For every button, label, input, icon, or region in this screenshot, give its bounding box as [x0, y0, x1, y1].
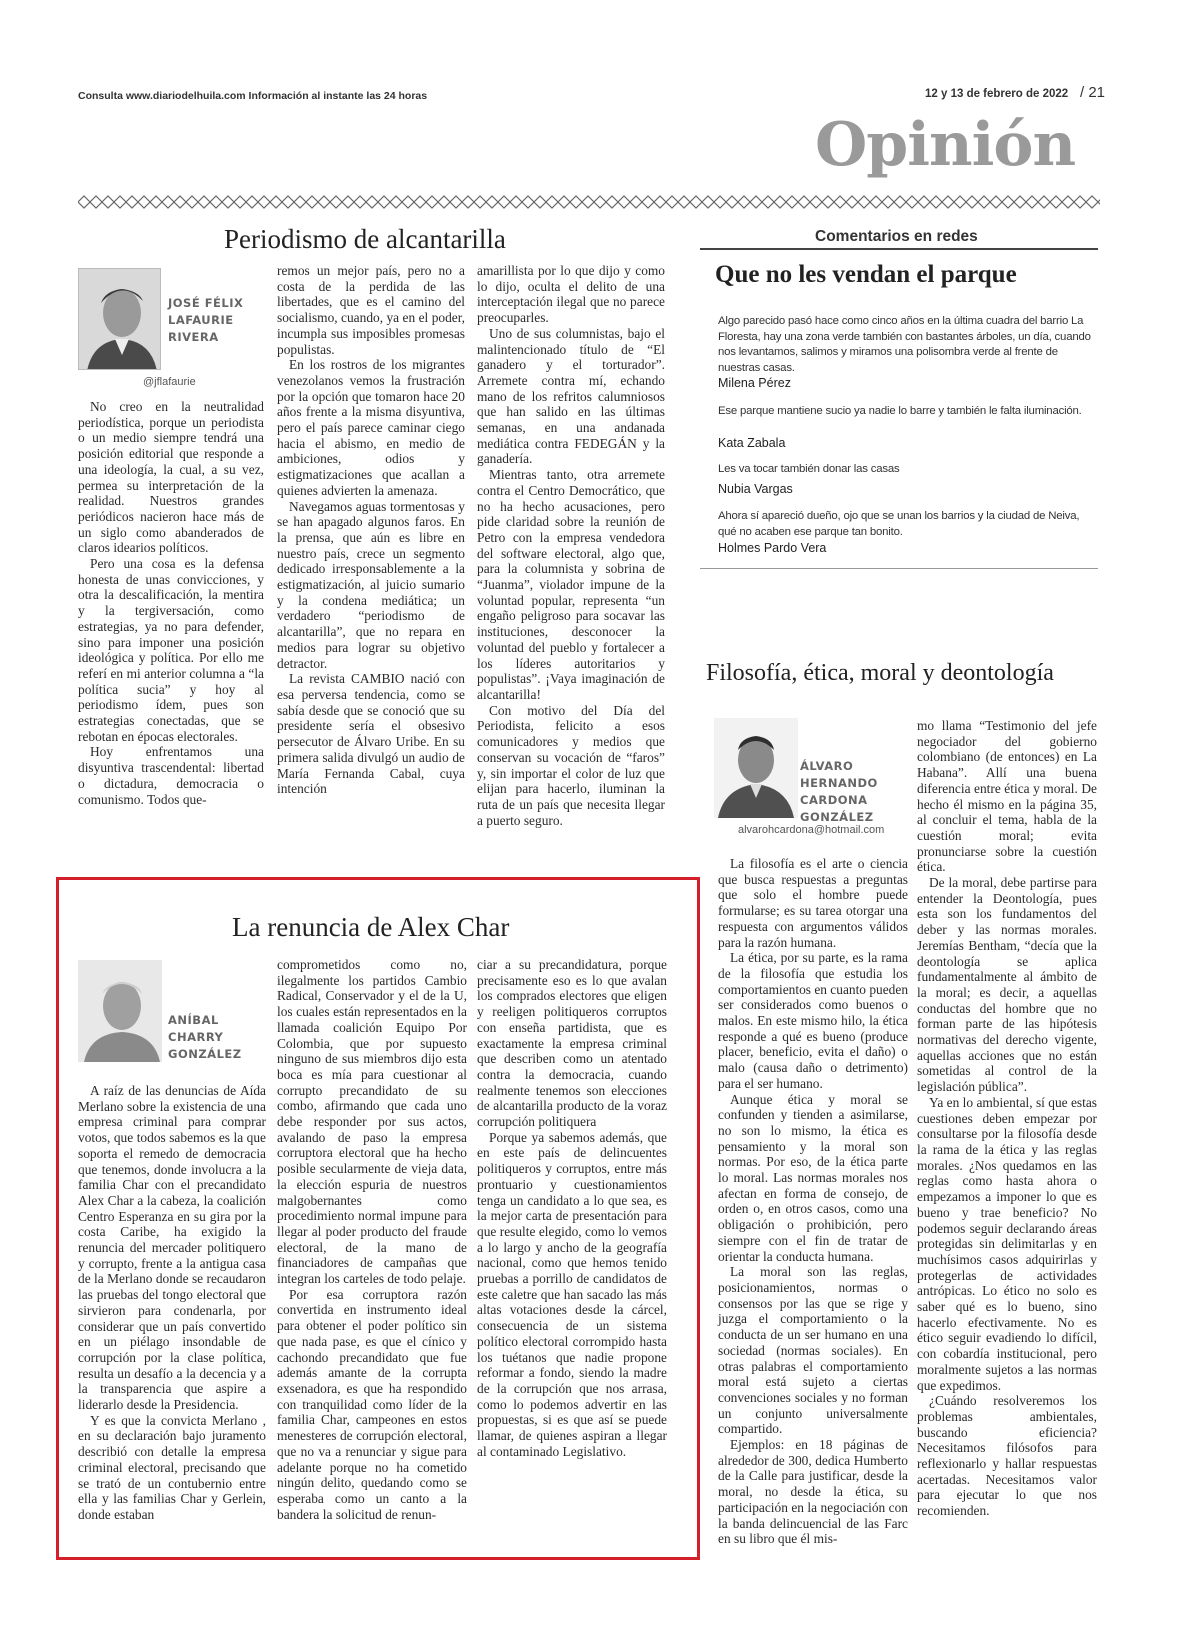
comment-author: Milena Pérez: [718, 376, 791, 390]
author-photo: [78, 268, 161, 370]
divider: [700, 568, 1098, 569]
page-number: / 21: [1080, 84, 1106, 101]
comment-author: Kata Zabala: [718, 436, 786, 450]
paragraph: Y es que la convicta Merlano , en su declaración bajo juramento describió con detalle la empresa criminal electoral, precisando que se trató de un contubernio entre ella y las familias Char y Gerlein, donde estaban: [78, 1412, 266, 1522]
paragraph: La revista CAMBIO nació con esa perversa tendencia, como se sabía desde que se conoció que su presidente sería el obsesivo persecutor de Álvaro Uribe. En su primera salida divulgó un audio de María Fernanda Cabal, cuya intención: [277, 671, 465, 797]
article-column: [477, 957, 667, 1460]
author-photo: [714, 718, 798, 818]
issue-date: 12 y 13 de febrero de 2022: [925, 88, 1069, 100]
paragraph: remos un mejor país, pero no a costa de la perdida de las libertades, que es el camino del socialismo, cuando, ya en el poder, incumpla sus imposibles promesas populistas.: [277, 263, 465, 357]
paragraph: A raíz de las denuncias de Aída Merlano sobre la existencia de una empresa criminal para comprar votos, que todos sabemos es la que soporta el remedo de democracia que tenemos, donde involucra a la familia Char con el precandidato Alex Char a la cabeza, la coalición Centro Esperanza en su gira por la costa Caribe, ha exigido la renuncia del mercader politiquero y corrupto, frente a la antigua casa de la Merlano donde se recaudaron las pruebas del tongo electoral que sirvieron para condenarla, por considerar que un país convertido en un piélago insondable de corrupción por la clase política, resulta un desafío a la decencia y a la transparencia que aspire a liderarlo desde la Presidencia.: [78, 1083, 266, 1413]
article-column: [277, 957, 467, 1522]
paragraph: Por esa corruptora razón convertida en instrumento ideal para obtener el poder político sin que nada pase, es que el cínico y cachondo precandidato que fue además amante de la corrupta exsenadora, es que ha respondido con tranquilidad como líder de la familia Char, campeones en estos menesteres de corrupción electoral, que no va a renunciar y sigue para adelante porque no ha cometido ningún delito, quedando como se esperaba como un canto a la bandera la solicitud de renun-: [277, 1286, 467, 1522]
paragraph: Navegamos aguas tormentosas y se han apagado algunos faros. En la prensa, que aún es libre en nuestro país, crece un segmento dedicado irresponsablemente a la estigmatización, al juicio sumario y la condena mediática; un verdadero “periodismo de alcantarilla”, que no repara en medios para lograr su objetivo detractor.: [277, 498, 465, 671]
comments-title: Que no les vendan el parque: [715, 261, 1017, 288]
divider: [700, 248, 1098, 250]
author-name-line: CHARRY: [168, 1030, 224, 1044]
author-name-line: LAFAURIE: [168, 313, 234, 327]
comment-author: Nubia Vargas: [718, 482, 793, 496]
author-name-line: HERNANDO: [800, 776, 878, 790]
section-title: Opinión: [815, 110, 1076, 180]
article-column: [78, 399, 264, 807]
paragraph: No creo en la neutralidad periodística, porque un periodista o un medio siempre tendrá una posición editorial que responde a una ideología, la cual, a su vez, permea su interpretación de la realidad. Nuestros grandes periódicos nacieron hace más de un siglo como abanderados de claros idearios políticos.: [78, 399, 264, 556]
paragraph: En los rostros de los migrantes venezolanos vemos la frustración por la opción que tomaron hace 20 años frente a la misma disyuntiva, pero el país parece caminar ciego hacia el abismo, en medio de ambiciones, odios y estigmatizaciones que acallan a quienes advierten la amenaza.: [277, 357, 465, 498]
article-title: La renuncia de Alex Char: [232, 912, 510, 942]
paragraph: La filosofía es el arte o ciencia que busca respuestas a preguntas que solo el hombre puede formularse; es su tarea otorgar una respuesta con argumentos válidos para la razón humana.: [718, 856, 908, 950]
article-column: [718, 856, 908, 1547]
author-name-line: JOSÉ FÉLIX: [168, 296, 244, 310]
comment-text: Les va tocar también donar las casas: [718, 463, 900, 475]
comments-heading: Comentarios en redes: [815, 228, 978, 245]
author-name: [168, 1012, 242, 1063]
author-handle: @jflafaurie: [143, 376, 196, 388]
paragraph: amarillista por lo que dijo y como lo dijo, oculta el delito de una interceptación ilegal que no parece preocuparles.: [477, 263, 665, 326]
author-name-line: CARDONA: [800, 793, 868, 807]
paragraph: ciar a su precandidatura, porque precisamente eso es lo que avalan los comprados electores que eligen y reeligen politiqueros corruptos con enseña partidista, que es exactamente la empresa criminal que describen como un atentado contra la democracia, cuando realmente tenemos son elecciones de alcantarilla producto de la voraz corrupción politiquera: [477, 957, 667, 1130]
author-name: [168, 295, 243, 346]
article-column: [917, 718, 1097, 1519]
comment-text: Algo parecido pasó hace como cinco años en la última cuadra del barrio La Floresta, hay una zona verde también con bastantes árboles, un día, cuando nos levantamos, salimos y miramos una polisombra verde al frente de nuestras casas.: [718, 315, 1091, 374]
author-name-line: GONZÁLEZ: [168, 1047, 242, 1061]
paragraph: Porque ya sabemos además, que en este país de delincuentes politiqueros y corruptos, entre más prontuario y cuestionamientos tenga un candidato a lo que sea, es la mejor carta de presentación para que resulte elegido, como lo vemos a lo largo y ancho de la geografía nacional, como que hemos tenido pruebas a porrillo de candidatos de este caletre que han sacado las más altas votaciones desde la cárcel, consecuencia de un sistema político electoral corrompido hasta los tuétanos que nadie propone reformar a fondo, siendo la madre de la corrupción que nos arrasa, como lo podemos advertir en las propuestas, si es que así se puede llamar, de quienes aspiran a llegar al contaminado Legislativo.: [477, 1129, 667, 1459]
paragraph: Hoy enfrentamos una disyuntiva trascendental: libertad o dictadura, democracia o comunismo. Todos que-: [78, 744, 264, 807]
paragraph: Con motivo del Día del Periodista, felicito a esos comunicadores y medios que conservan su vocación de “faros” y, sin importar el color de luz que elijan para hacerlo, iluminan la ruta de un país que necesita llegar a puerto seguro.: [477, 702, 665, 828]
comment-author: Holmes Pardo Vera: [718, 541, 827, 555]
article-column: [477, 263, 665, 828]
author-name-line: GONZÁLEZ: [800, 810, 874, 824]
author-name-line: ANÍBAL: [168, 1013, 219, 1027]
decorative-border: [78, 195, 1100, 209]
paragraph: comprometidos como no, ilegalmente los partidos Cambio Radical, Conservador y el de la U, los cuales están representados en la llamada coalición Equipo Por Colombia, que por supuesto ninguno de sus miembros dijo esta boca es mía para cuestionar al corrupto precandidato de su combo, afirmando que cada uno debe responder por sus actos, avalando de paso la empresa corruptora electoral que ha hecho posible secularmente de vieja data, la elección espuria de nuestros malgobernantes como procedimiento normal impune para llegar al poder producto del fraude electoral, de la mano de financiadores de campañas que integran los carteles de todo pelaje.: [277, 957, 467, 1287]
site-line: Consulta www.diariodelhuila.com Información al instante las 24 horas: [78, 90, 428, 102]
paragraph: Ya en lo ambiental, sí que estas cuestiones deben empezar por consultarse por la filosofía desde la rama de la ética y las reglas morales. ¿Nos quedamos en las reglas como hasta ahora o empezamos a imponer lo que es bueno y trae beneficio? No podemos seguir declarando áreas protegidas sin delimitarlas y en muchísimos casos adquirirlas y protegerlas de actividades antrópicas. Lo ético no solo es saber qué es lo bueno, sino hacerlo efectivamente. No es ético seguir evadiendo lo difícil, con cobardía institucional, pero moralmente sujetos a las normas que expedimos.: [917, 1094, 1097, 1393]
author-name-line: RIVERA: [168, 330, 219, 344]
article-column: [277, 263, 465, 797]
article-column: [78, 1083, 266, 1523]
paragraph: mo llama “Testimonio del jefe negociador del gobierno colombiano (de entonces) en La Habana”. Allí una buena diferencia entre ética y moral. De hecho él mismo en la página 35, al concluir el tema, habla de la cuestión moral; evita pronunciarse sobre la cuestión ética.: [917, 718, 1097, 875]
comment-text: Ese parque mantiene sucio ya nadie lo barre y también le falta iluminación.: [718, 405, 1082, 417]
author-name: [800, 758, 878, 826]
paragraph: ¿Cuándo resolveremos los problemas ambientales, buscando eficiencia? Necesitamos filósofos para reflexionarlo y hallar respuestas acertadas. Necesitamos valor para ejecutar lo que nos recomienden.: [917, 1393, 1097, 1519]
paragraph: Mientras tanto, otra arremete contra el Centro Democrático, que no ha hecho acusaciones, pero pide claridad sobre la reunión de Petro con la empresa vendedora del software electoral, algo que, para la columnista y sobrina de “Juanma”, violador impune de la voluntad popular, representa “un engaño peligroso para socavar las instituciones, desconocer la voluntad del pueblo y fortalecer a los líderes autoritarios y populistas”. ¡Vaya imaginación de alcantarilla!: [477, 467, 665, 702]
article-title: Periodismo de alcantarilla: [224, 224, 506, 254]
article-title: Filosofía, ética, moral y deontología: [706, 660, 1054, 686]
paragraph: Aunque ética y moral se confunden y tienden a asimilarse, no son lo mismo, la ética es pensamiento y la moral son normas. Por eso, de la ética parte lo moral. Las normas morales nos afectan en forma de consejo, de orden o, en otros casos, como una obligación o prohibición, pero siempre con el fin de tratar de orientar la conducta humana.: [718, 1091, 908, 1264]
paragraph: De la moral, debe partirse para entender la Deontología, pues esta son los fundamentos del deber y las normas morales. Jeremías Bentham, “decía que la deontología se aplica fundamentalmente al ámbito de la moral; es decir, a aquellas conductas del hombre que no forman parte de las hipótesis normativas del derecho vigente, aquellas acciones que no están sometidas al control de la legislación pública”.: [917, 875, 1097, 1095]
paragraph: La moral son las reglas, posicionamientos, normas o consensos por las que se rige y juzga el comportamiento o la conducta de un ser humano en una sociedad (normas sociales). En otras palabras el comportamiento moral está sujeto a ciertas convenciones sociales y no forman un conjunto universalmente compartido.: [718, 1264, 908, 1437]
author-email: alvarohcardona@hotmail.com: [738, 824, 885, 836]
paragraph: Uno de sus columnistas, bajo el malintencionado título de “El ganadero y el torturador”. Arremete contra mí, echando mano de los refritos calumniosos que han salido en las últimas semanas, en una andanada mediática contra FEDEGÁN y la ganadería.: [477, 325, 665, 467]
paragraph: La ética, por su parte, es la rama de la filosofía que estudia los comportamientos en cuanto pueden ser considerados como buenos o malos. En este mismo hilo, la ética responde a qué es bueno (produce placer, beneficio, evita el daño) o malo (causa daño o detrimento) para el ser humano.: [718, 950, 909, 1091]
paragraph: Ejemplos: en 18 páginas de alrededor de 300, dedica Humberto de la Calle para justificar, desde la moral, no desde la ética, su participación en la negociación con la banda delincuencial de las Farc en su libro que él mis-: [718, 1437, 908, 1547]
author-name-line: ÁLVARO: [800, 759, 854, 773]
paragraph: Pero una cosa es la defensa honesta de unas convicciones, y otra la descalificación, la mentira y la tergiversación, como estrategias, ya no para defender, sino para imponer una posición ideológica y política. Por ello me referí en mi anterior columna a “la política sucia” y hoy al periodismo ídem, pues son estrategias conectadas, que se rebotan en épocas electorales.: [78, 556, 264, 744]
author-photo: [78, 960, 162, 1062]
comment-text: Ahora sí apareció dueño, ojo que se unan los barrios y la ciudad de Neiva, qué no acaben ese parque tan bonito.: [718, 510, 1080, 538]
